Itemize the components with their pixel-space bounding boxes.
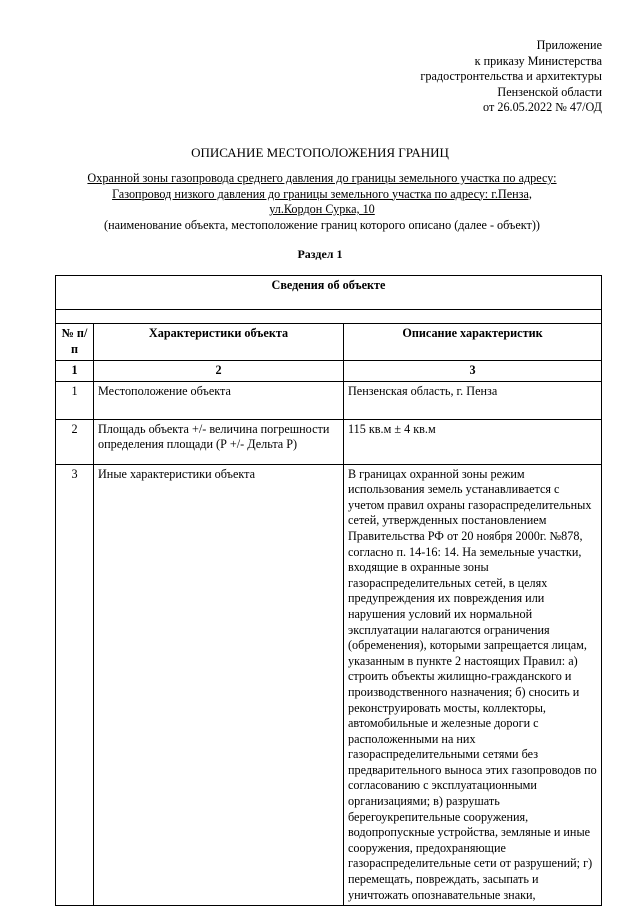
- row-number: 1: [56, 381, 94, 419]
- object-line-3: ул.Кордон Сурка, 10: [269, 202, 375, 216]
- column-header-number: № п/п: [56, 324, 94, 361]
- column-header-description: Описание характеристик: [344, 324, 602, 361]
- row-number: 3: [56, 464, 94, 906]
- column-number: 3: [344, 361, 602, 382]
- column-number-row: [56, 361, 602, 382]
- object-line-2: Газопровод низкого давления до границы земельного участка по адресу: г.Пенза,: [112, 186, 532, 201]
- row-number: 2: [56, 419, 94, 464]
- object-note: (наименование объекта, местоположение границ которого описано (далее - объект)): [104, 217, 540, 232]
- table-caption-row: [56, 276, 602, 310]
- table-caption: Сведения об объекте: [56, 276, 602, 310]
- header-line: Пензенской области: [497, 84, 602, 99]
- row-description: Пензенская область, г. Пенза: [344, 381, 602, 419]
- order-header: [420, 38, 602, 116]
- row-characteristic: Иные характеристики объекта: [94, 464, 344, 906]
- row-description: 115 кв.м ± 4 кв.м: [344, 419, 602, 464]
- header-line: Приложение: [536, 38, 602, 52]
- document-title: ОПИСАНИЕ МЕСТОПОЛОЖЕНИЯ ГРАНИЦ: [191, 145, 449, 160]
- header-line: градостронтельства и архитектуры: [420, 69, 602, 83]
- table-spacer-row: [56, 310, 602, 324]
- column-number: 2: [94, 361, 344, 382]
- table-row: [56, 381, 602, 419]
- table-header-row: [56, 324, 602, 361]
- table-row: [56, 464, 602, 906]
- object-line-1: Охранной зоны газопровода среднего давления до границы земельного участка по адресу:: [87, 171, 557, 185]
- column-number: 1: [56, 361, 94, 382]
- column-header-characteristic: Характеристики объекта: [94, 324, 344, 361]
- table-row: [56, 419, 602, 464]
- header-line: от 26.05.2022 № 47/ОД: [483, 100, 602, 114]
- object-description: [60, 171, 584, 233]
- row-description: В границах охранной зоны режим использования земель устанавливается с учетом правил охраны газораспределительных сетей, утвержденных постановлением Правительства РФ от 20 ноября 2000г. №878, согласно п. 14-16: 14. На земельные участки, входящие в охранные зоны газораспределительных сетей, в целях предупреждения их повреждения или нарушения условий их нормальной эксплуатации налагаются ограничения (обременения), которыми запрещается лицам, указанным в пункте 2 настоящих Правил: а) строить объекты жилищно-гражданского и производственного назначения; б) сносить и реконструировать мосты, коллекторы, автомобильные и железные дороги с расположенными на них газораспределительными сетями без предварительного выноса этих газопроводов по согласованию с эксплуатационными организациями; в) разрушать берегоукрепительные сооружения, водопропускные устройства, земляные и иные сооружения, предохраняющие газораспределительные сети от разрушений; г) перемещать, повреждать, засыпать и уничтожать опознавательные знаки,: [344, 464, 602, 906]
- header-line: к приказу Министерства: [474, 53, 602, 68]
- row-characteristic: Площадь объекта +/- величина погрешности определения площади (Р +/- Дельта Р): [94, 419, 344, 464]
- row-characteristic: Местоположение объекта: [94, 381, 344, 419]
- section-title: Раздел 1: [297, 247, 343, 261]
- object-info-table: [55, 275, 602, 906]
